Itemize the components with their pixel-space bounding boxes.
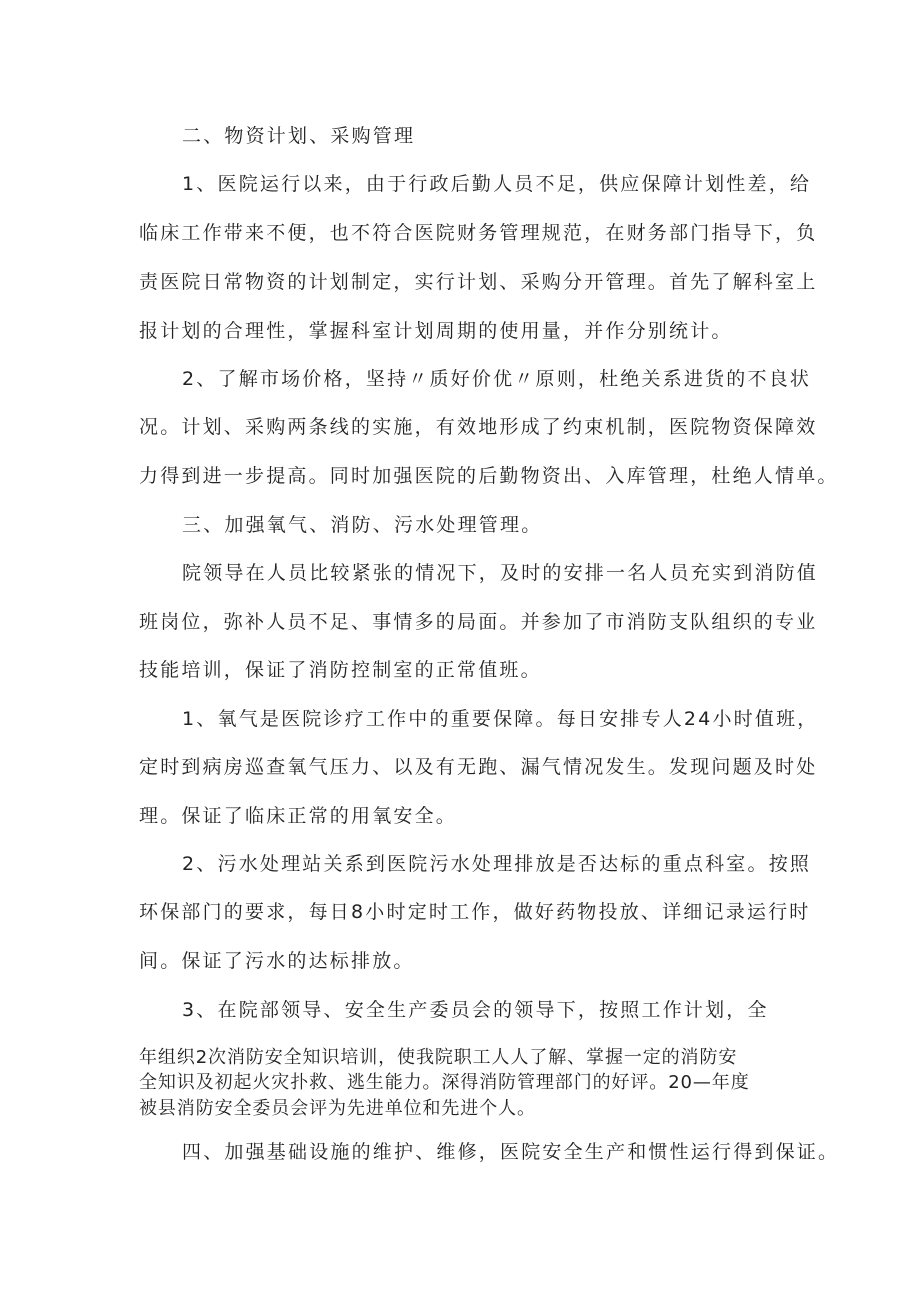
paragraph-line: 临床工作带来不便，也不符合医院财务管理规范，在财务部门指导下，负 xyxy=(139,222,818,244)
paragraph-line: 定时到病房巡查氧气压力、以及有无跑、漏气情况发生。发现问题及时处 xyxy=(139,756,818,778)
paragraph-line: 责医院日常物资的计划制定，实行计划、采购分开管理。首先了解科室上 xyxy=(139,271,818,293)
paragraph-line: 环保部门的要求，每日8小时定时工作，做好药物投放、详细记录运行时 xyxy=(139,901,811,923)
paragraph-line: 年组织2次消防安全知识培训，使我院职工人人了解、掌握一定的消防安 xyxy=(139,1047,738,1068)
paragraph-line: 1、氧气是医院诊疗工作中的重要保障。每日安排专人24小时值班， xyxy=(182,708,819,730)
paragraph-line: 全知识及初起火灾扑救、逃生能力。深得消防管理部门的好评。20—年度 xyxy=(139,1072,750,1093)
paragraph-line: 技能培训，保证了消防控制室的正常值班。 xyxy=(139,659,542,681)
paragraph-line: 理。保证了临床正常的用氧安全。 xyxy=(139,805,458,827)
paragraph-line: 被县消防安全委员会评为先进单位和先进个人。 xyxy=(139,1098,536,1119)
paragraph-line: 2、了解市场价格，坚持〃质好价优〃原则，杜绝关系进货的不良状 xyxy=(182,368,812,390)
paragraph-line: 班岗位，弥补人员不足、事情多的局面。并参加了市消防支队组织的专业 xyxy=(139,611,818,633)
paragraph-line: 间。保证了污水的达标排放。 xyxy=(139,950,415,972)
paragraph-line: 院领导在人员比较紧张的情况下，及时的安排一名人员充实到消防值 xyxy=(182,562,819,584)
section-heading-infrastructure: 四、加强基础设施的维护、维修，医院安全生产和惯性运行得到保证。 xyxy=(182,1141,840,1163)
paragraph-line: 况。计划、采购两条线的实施，有效地形成了约束机制，医院物资保障效 xyxy=(139,416,818,438)
paragraph-line: 3、在院部领导、安全生产委员会的领导下，按照工作计划，全 xyxy=(182,999,769,1021)
paragraph-line: 力得到进一步提高。同时加强医院的后勤物资出、入库管理，杜绝人情单。 xyxy=(139,465,839,487)
paragraph-line: 报计划的合理性，掌握科室计划周期的使用量，并作分别统计。 xyxy=(139,320,733,342)
paragraph-line: 1、医院运行以来，由于行政后勤人员不足，供应保障计划性差，给 xyxy=(182,173,812,195)
paragraph-line: 2、污水处理站关系到医院污水处理排放是否达标的重点科室。按照 xyxy=(182,853,812,875)
section-heading-oxygen-fire-sewage: 三、加强氧气、消防、污水处理管理。 xyxy=(182,514,543,536)
section-heading-materials: 二、物资计划、采购管理 xyxy=(182,125,416,147)
